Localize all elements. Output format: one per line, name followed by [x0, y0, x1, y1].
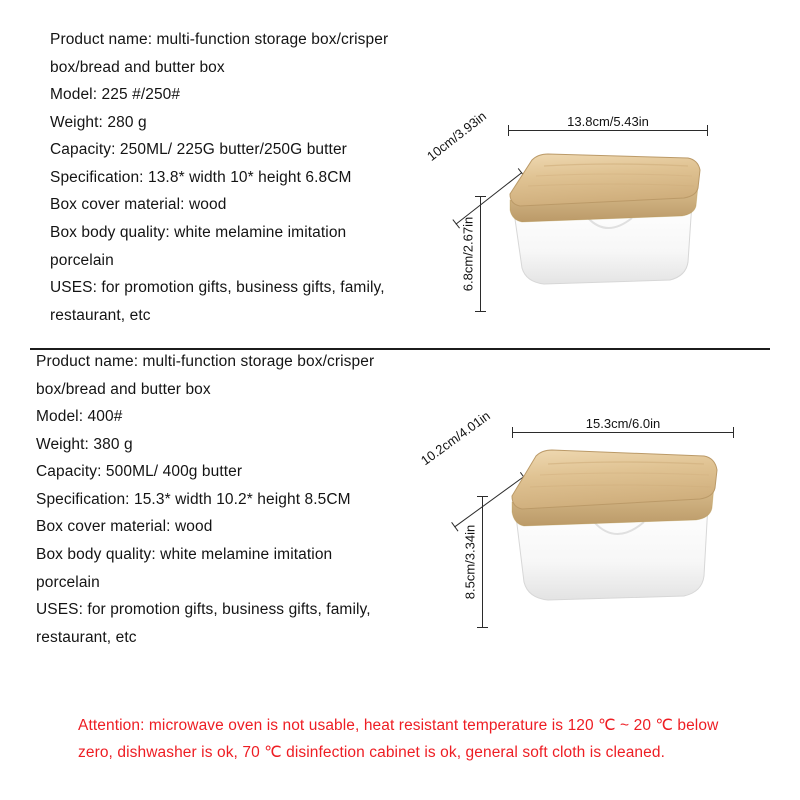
figure-wrap-2 [418, 407, 750, 640]
dimension-label-width-2: 15.3cm/6.0in [585, 416, 661, 431]
spec-line-cover-material: Box cover material: wood [36, 518, 213, 536]
dimension-line-height-1 [460, 196, 481, 312]
dimension-label-height-1: 6.8cm/2.67in [460, 216, 476, 292]
spec-line-model: Model: 400# [36, 408, 123, 426]
product-figure-1 [400, 26, 800, 330]
product-image-1 [492, 144, 722, 314]
spec-line-capacity: Capacity: 500ML/ 400g butter [36, 463, 243, 481]
spec-line-specification: Specification: 13.8* width 10* height 6.8CM [50, 168, 352, 186]
butter-box-illustration-1 [492, 144, 722, 314]
spec-line-cover-material: Box cover material: wood [50, 196, 227, 214]
dimension-label-depth-1: 10cm/3.93in [424, 108, 490, 164]
spec-list-2 [0, 348, 400, 651]
dimension-line-width-1 [508, 114, 708, 131]
attention-note: Attention: microwave oven is not usable, heat resistant temperature is 120 ℃ ~ 20 ℃ below zero, dishwasher is ok, 70 ℃ disinfection cabinet is ok, general soft cloth is cleaned. [78, 717, 719, 762]
product-figure-2 [400, 348, 800, 675]
spec-list-1 [0, 26, 400, 329]
dimension-line-width-2 [512, 416, 734, 433]
product-image-2 [494, 442, 744, 632]
spec-line-uses: USES: for promotion gifts, business gifts, family, restaurant, etc [50, 279, 385, 324]
product-section-1 [0, 0, 800, 330]
spec-line-capacity: Capacity: 250ML/ 225G butter/250G butter [50, 141, 347, 159]
spec-line-product-name: Product name: multi-function storage box/crisper box/bread and butter box [36, 353, 375, 398]
figure-wrap-1 [420, 108, 740, 318]
spec-line-model: Model: 225 #/250# [50, 86, 181, 104]
spec-line-body-quality: Box body quality: white melamine imitation porcelain [50, 224, 347, 269]
spec-line-product-name: Product name: multi-function storage box/crisper box/bread and butter box [50, 31, 389, 76]
dimension-line-height-2 [462, 496, 483, 628]
product-section-2 [0, 330, 800, 675]
dimension-label-height-2: 8.5cm/3.34in [462, 524, 478, 600]
spec-line-weight: Weight: 280 g [50, 113, 147, 131]
dimension-label-width-1: 13.8cm/5.43in [567, 114, 649, 129]
spec-line-body-quality: Box body quality: white melamine imitation porcelain [36, 546, 333, 591]
spec-line-uses: USES: for promotion gifts, business gifts, family, restaurant, etc [36, 601, 371, 646]
spec-line-specification: Specification: 15.3* width 10.2* height 8.5CM [36, 490, 351, 508]
dimension-label-depth-2: 10.2cm/4.01in [418, 407, 493, 469]
spec-line-weight: Weight: 380 g [36, 435, 133, 453]
butter-box-illustration-2 [494, 442, 744, 632]
